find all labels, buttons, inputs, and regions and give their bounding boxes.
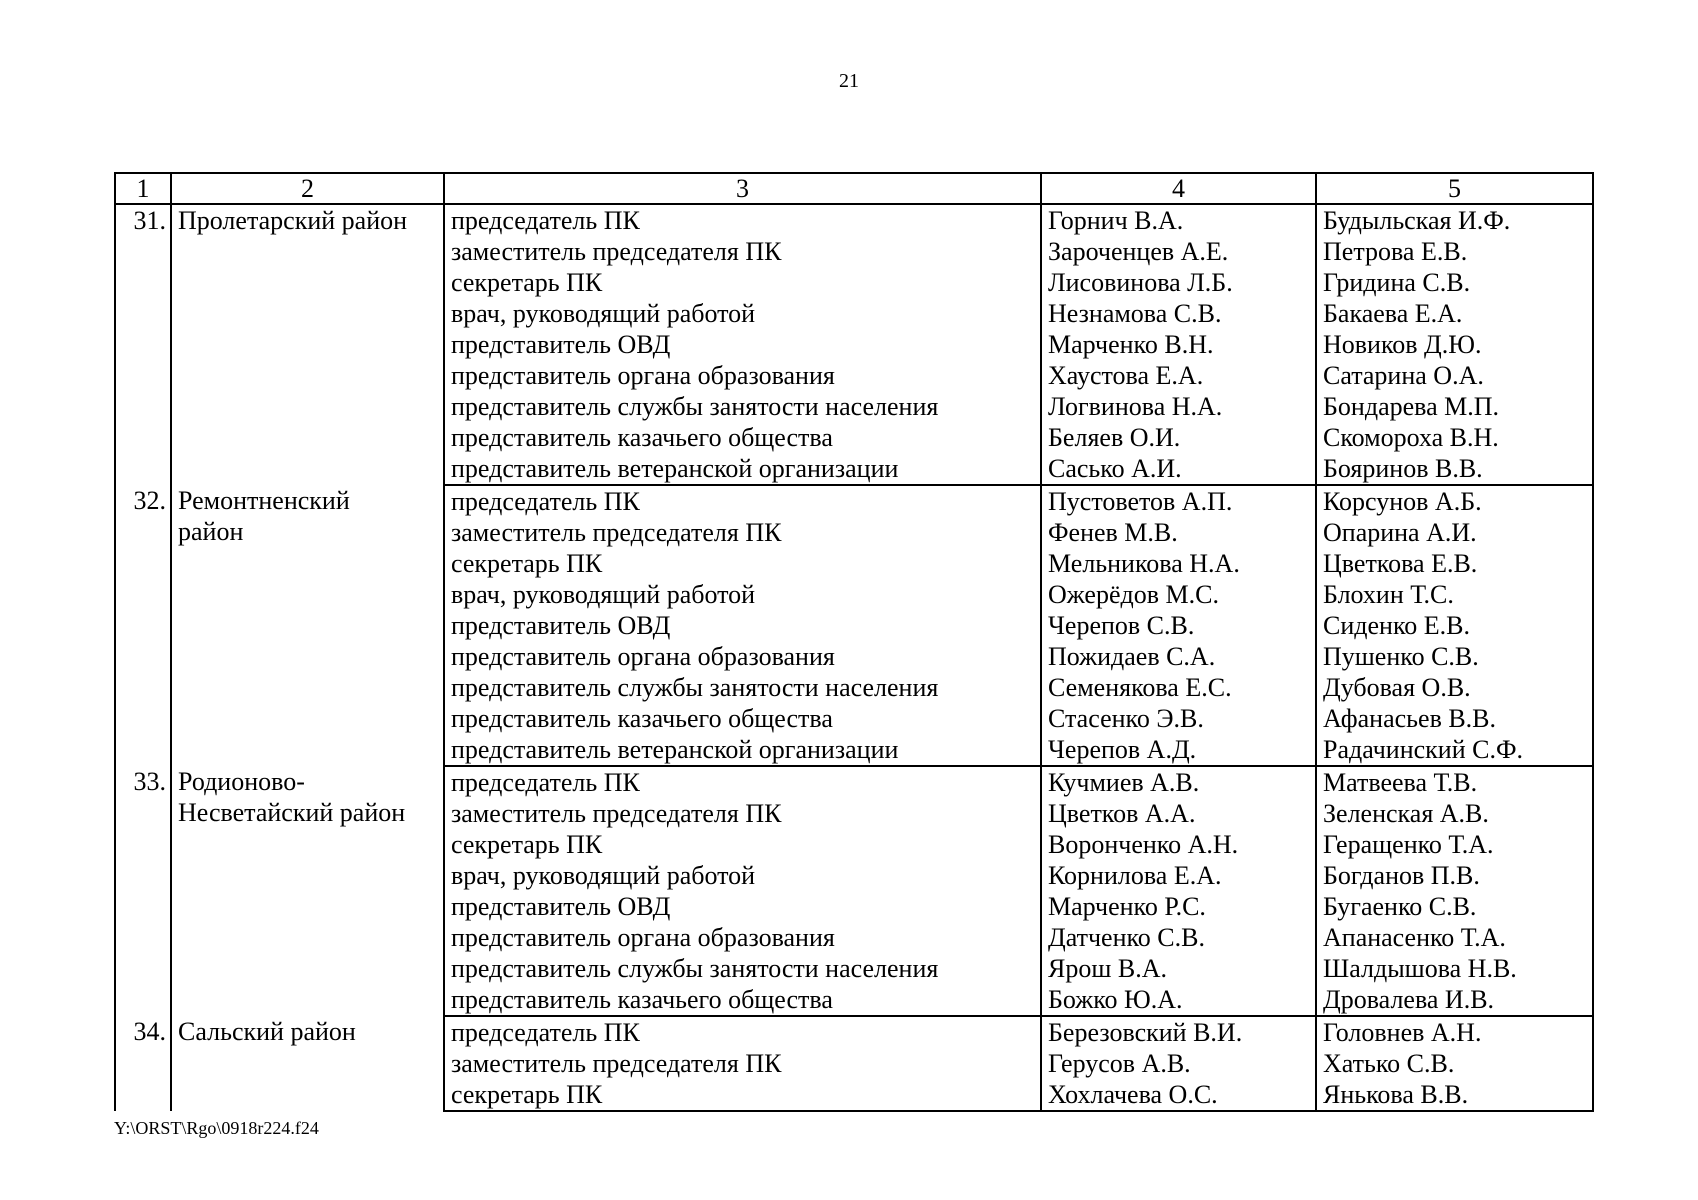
table-row [115,485,1593,517]
column-header-5: 5 [1316,173,1593,204]
district-name-line: Родионово- [178,767,305,796]
member-cell: Марченко В.Н. [1041,329,1316,360]
position-cell: представитель ОВД [444,610,1041,641]
reserve-member-cell: Сатарина О.А. [1316,360,1593,391]
member-cell: Марченко Р.С. [1041,891,1316,922]
member-cell: Березовский В.И. [1041,1016,1316,1048]
reserve-member-cell: Будыльская И.Ф. [1316,204,1593,236]
position-cell: представитель ветеранской организации [444,734,1041,766]
member-cell: Фенев М.В. [1041,517,1316,548]
page-number: 21 [839,70,859,92]
district-name [171,485,444,766]
member-cell: Корнилова Е.А. [1041,860,1316,891]
reserve-member-cell: Новиков Д.Ю. [1316,329,1593,360]
reserve-member-cell: Апанасенко Т.А. [1316,922,1593,953]
position-cell: представитель службы занятости населения [444,672,1041,703]
table-body [115,204,1593,1111]
position-cell: председатель ПК [444,766,1041,798]
position-cell: представитель казачьего общества [444,984,1041,1016]
position-cell: председатель ПК [444,1016,1041,1048]
member-cell: Кучмиев А.В. [1041,766,1316,798]
position-cell: представитель органа образования [444,360,1041,391]
position-cell: представитель казачьего общества [444,422,1041,453]
position-cell: представитель органа образования [444,922,1041,953]
member-cell: Беляев О.И. [1041,422,1316,453]
position-cell: секретарь ПК [444,829,1041,860]
member-cell: Ярош В.А. [1041,953,1316,984]
position-cell: представитель службы занятости населения [444,391,1041,422]
reserve-member-cell: Афанасьев В.В. [1316,703,1593,734]
reserve-member-cell: Шалдышова Н.В. [1316,953,1593,984]
position-cell: представитель ОВД [444,329,1041,360]
member-cell: Семенякова Е.С. [1041,672,1316,703]
district-name-line: район [178,517,244,546]
reserve-member-cell: Пушенко С.В. [1316,641,1593,672]
member-cell: Хохлачева О.С. [1041,1079,1316,1111]
reserve-member-cell: Скомороха В.Н. [1316,422,1593,453]
header-row [115,173,1593,204]
reserve-member-cell: Корсунов А.Б. [1316,485,1593,517]
member-cell: Лисовинова Л.Б. [1041,267,1316,298]
reserve-member-cell: Матвеева Т.В. [1316,766,1593,798]
table-row [115,766,1593,798]
position-cell: председатель ПК [444,485,1041,517]
reserve-member-cell: Блохин Т.С. [1316,579,1593,610]
member-cell: Божко Ю.А. [1041,984,1316,1016]
member-cell: Хаустова Е.А. [1041,360,1316,391]
position-cell: секретарь ПК [444,548,1041,579]
member-cell: Датченко С.В. [1041,922,1316,953]
district-name-line: Сальский район [178,1017,356,1046]
reserve-member-cell: Хатько С.В. [1316,1048,1593,1079]
reserve-member-cell: Бугаенко С.В. [1316,891,1593,922]
table-row [115,1016,1593,1048]
member-cell: Цветков А.А. [1041,798,1316,829]
reserve-member-cell: Петрова Е.В. [1316,236,1593,267]
reserve-member-cell: Геращенко Т.А. [1316,829,1593,860]
reserve-member-cell: Янькова В.В. [1316,1079,1593,1111]
member-cell: Черепов А.Д. [1041,734,1316,766]
position-cell: заместитель председателя ПК [444,1048,1041,1079]
member-cell: Логвинова Н.А. [1041,391,1316,422]
district-name-line: Несветайский район [178,798,406,827]
district-name [171,204,444,485]
member-cell: Герусов А.В. [1041,1048,1316,1079]
reserve-member-cell: Радачинский С.Ф. [1316,734,1593,766]
member-cell: Стасенко Э.В. [1041,703,1316,734]
reserve-member-cell: Богданов П.В. [1316,860,1593,891]
row-number: 31. [115,204,171,485]
reserve-member-cell: Сиденко Е.В. [1316,610,1593,641]
reserve-member-cell: Бакаева Е.А. [1316,298,1593,329]
reserve-member-cell: Дубовая О.В. [1316,672,1593,703]
member-cell: Черепов С.В. [1041,610,1316,641]
position-cell: врач, руководящий работой [444,579,1041,610]
reserve-member-cell: Цветкова Е.В. [1316,548,1593,579]
row-number: 32. [115,485,171,766]
member-cell: Ожерёдов М.С. [1041,579,1316,610]
district-name-line: Пролетарский район [178,206,408,235]
reserve-member-cell: Головнев А.Н. [1316,1016,1593,1048]
position-cell: представитель ОВД [444,891,1041,922]
position-cell: врач, руководящий работой [444,860,1041,891]
reserve-member-cell: Опарина А.И. [1316,517,1593,548]
reserve-member-cell: Бондарева М.П. [1316,391,1593,422]
column-header-4: 4 [1041,173,1316,204]
member-cell: Горнич В.А. [1041,204,1316,236]
member-cell: Пустоветов А.П. [1041,485,1316,517]
column-header-3: 3 [444,173,1041,204]
column-header-2: 2 [171,173,444,204]
reserve-member-cell: Дровалева И.В. [1316,984,1593,1016]
row-number: 34. [115,1016,171,1111]
district-name-line: Ремонтненский [178,486,350,515]
position-cell: врач, руководящий работой [444,298,1041,329]
position-cell: заместитель председателя ПК [444,517,1041,548]
member-cell: Мельникова Н.А. [1041,548,1316,579]
position-cell: представитель органа образования [444,641,1041,672]
reserve-member-cell: Бояринов В.В. [1316,453,1593,485]
district-name [171,1016,444,1111]
member-cell: Пожидаев С.А. [1041,641,1316,672]
reserve-member-cell: Зеленская А.В. [1316,798,1593,829]
position-cell: секретарь ПК [444,267,1041,298]
position-cell: представитель ветеранской организации [444,453,1041,485]
footer-file-path: Y:\ORST\Rgo\0918r224.f24 [114,1118,319,1138]
position-cell: секретарь ПК [444,1079,1041,1111]
table-row [115,204,1593,236]
position-cell: заместитель председателя ПК [444,798,1041,829]
reserve-member-cell: Гридина С.В. [1316,267,1593,298]
commission-table [114,172,1594,1112]
position-cell: председатель ПК [444,204,1041,236]
member-cell: Незнамова С.В. [1041,298,1316,329]
member-cell: Зароченцев А.Е. [1041,236,1316,267]
column-header-1: 1 [115,173,171,204]
position-cell: заместитель председателя ПК [444,236,1041,267]
position-cell: представитель казачьего общества [444,703,1041,734]
position-cell: представитель службы занятости населения [444,953,1041,984]
district-name [171,766,444,1016]
member-cell: Сасько А.И. [1041,453,1316,485]
row-number: 33. [115,766,171,1016]
member-cell: Воронченко А.Н. [1041,829,1316,860]
